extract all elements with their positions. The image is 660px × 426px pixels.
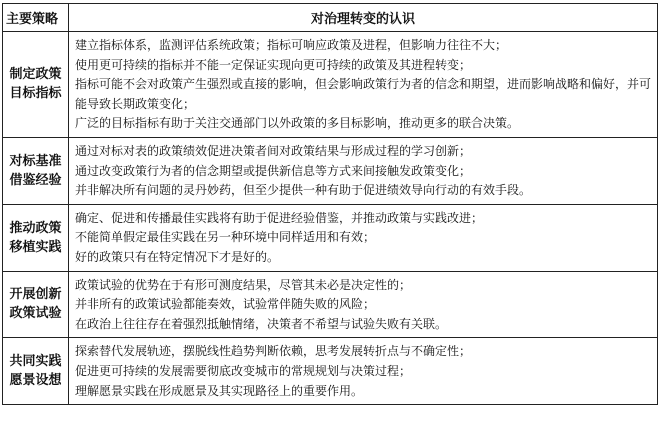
strategy-cell	[3, 32, 69, 138]
strategy-line: 推动政策	[9, 220, 62, 236]
understanding-item: 建立指标体系，监测评估系统政策；指标可响应政策及进程，但影响力往往不大；	[75, 38, 508, 52]
header-strategy: 主要策略	[3, 4, 69, 32]
understanding-item: 好的政策只有在特定情况下才是好的。	[75, 249, 280, 264]
understanding-cell	[69, 32, 658, 138]
understanding-item: 探索替代发展轨迹，摆脱线性趋势判断依赖，思考发展转折点与不确定性；	[75, 344, 472, 359]
understanding-item: 政策试验的优势在于有形可测度结果，尽管其未必是决定性的；	[75, 277, 412, 292]
understanding-cell	[69, 137, 658, 204]
understanding-item: 广泛的目标指标有助于关注交通部门以外政策的多目标影响，推动更多的联合决策。	[75, 116, 520, 131]
strategy-line: 共同实践	[9, 354, 62, 370]
strategy-cell	[3, 338, 69, 405]
table-row	[3, 338, 658, 405]
understanding-item: 通过对标对表的政策绩效促进决策者间对政策结果与形成过程的学习创新；	[75, 143, 472, 158]
strategy-line: 移植实践	[9, 239, 62, 255]
understanding-cell	[69, 338, 658, 405]
understanding-item: 在政治上往往存在着强烈抵触情绪，决策者不希望与试验失败有关联。	[75, 316, 448, 331]
strategy-line: 制定政策	[9, 67, 62, 83]
understanding-item: 并非所有的政策试验都能奏效，试验常伴随失败的风险；	[75, 297, 376, 312]
policy-strategy-table	[2, 3, 658, 405]
strategy-line: 借鉴经验	[9, 172, 62, 188]
strategy-line: 愿景设想	[9, 373, 62, 389]
understanding-cell	[69, 271, 658, 338]
strategy-line: 目标指标	[9, 86, 62, 102]
strategy-cell	[3, 137, 69, 204]
strategy-line: 对标基准	[9, 153, 62, 169]
understanding-item: 通过改变政策行为者的信念期望或提供新信息等方式来间接触发政策变化；	[75, 163, 472, 178]
table-row	[3, 204, 658, 271]
table-row	[3, 137, 658, 204]
strategy-cell	[3, 271, 69, 338]
understanding-item: 理解愿景实践在形成愿景及其实现路径上的重要作用。	[75, 383, 364, 398]
header-understanding: 对治理转变的认识	[69, 4, 658, 32]
table-row	[3, 271, 658, 338]
understanding-item: 使用更可持续的指标并不能一定保证实现向更可持续的政策及其进程转变；	[75, 57, 472, 72]
strategy-line: 政策试验	[9, 306, 62, 322]
understanding-item: 不能简单假定最佳实践在另一种环境中同样适用和有效；	[75, 230, 376, 245]
policy-table-sheet	[2, 3, 657, 423]
table-header-row	[3, 4, 658, 32]
understanding-cell	[69, 204, 658, 271]
understanding-item: 促进更可持续的发展需要彻底改变城市的常规规划与决策过程；	[75, 363, 412, 378]
strategy-cell	[3, 204, 69, 271]
strategy-line: 开展创新	[9, 287, 62, 303]
understanding-item: 指标可能不会对政策产生强烈或直接的影响，但会影响政策行为者的信念和期望，进而影响战略和偏好，并可能导致长期政策变化；	[75, 77, 652, 111]
understanding-item: 并非解决所有问题的灵丹妙药，但至少提供一种有助于促进绩效导向行动的有效手段。	[75, 183, 532, 198]
understanding-item: 确定、促进和传播最佳实践将有助于促进经验借鉴，并推动政策与实践改进；	[75, 210, 484, 225]
table-row	[3, 32, 658, 138]
